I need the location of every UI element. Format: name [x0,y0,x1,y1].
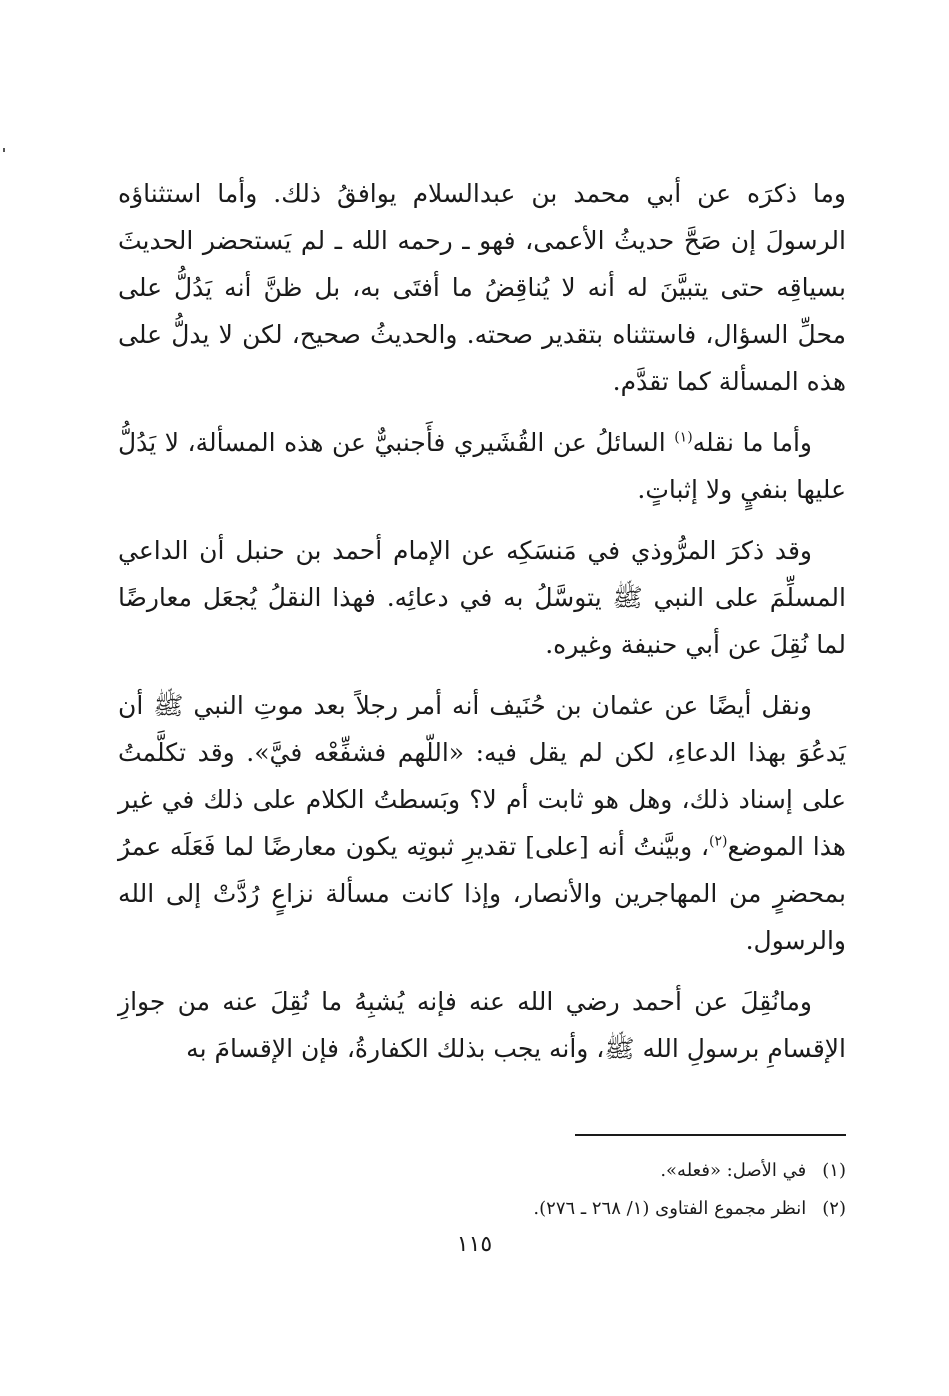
page-body [118,170,846,1086]
footnote-2-text: انظر مجموع الفتاوى (١/ ٢٦٨ ـ ٢٧٦). [533,1198,807,1219]
paragraph-2 [118,419,846,513]
footnote-1 [300,1152,846,1190]
footnote-1-number: (١) [822,1160,846,1181]
paragraph-5: ومانُقِلَ عن أحمد رضي الله عنه فإنه يُشبِهُ ما نُقِلَ عنه من جوازِ الإقسامِ برسولِ الله ﷺ، وأنه يجب بذلك الكفارةُ، فإن الإقسامَ به [118,987,846,1063]
footnote-marker-2: (٢) [709,833,728,850]
paragraph-2-body: السائلُ عن القُشَيري فأَجنبيٌّ عن هذه المسألة، لا يَدُلُّ عليها بنفيٍ ولا إثباتٍ. [118,428,846,504]
footnote-2-number: (٢) [822,1198,846,1219]
paragraph-3: وقد ذكرَ المرُّوذي في مَنسَكِه عن الإمام أحمد بن حنبل أن الداعي المسلِّمَ على النبي ﷺ يتوسَّلُ به في دعائِه. فهذا النقلُ يُجعَل معارضًا لما نُقِلَ عن أبي حنيفة وغيره. [118,536,847,659]
footnote-divider [575,1134,846,1136]
footnotes [300,1152,846,1228]
paragraph-4 [118,682,846,964]
footnote-marker-1: (١) [674,429,693,446]
paragraph-2-lead: وأما ما نقله [692,428,812,457]
scan-edge-mark [3,148,5,152]
footnote-2 [300,1190,846,1228]
page-number: ١١٥ [456,1232,493,1257]
paragraph-4-part-b: ، وبيَّنتُ أنه [على] تقديرِ ثبوتِه يكون معارضًا لما فَعَلَه عمرُ بمحضرٍ من المهاجرين والأنصار، وإذا كانت مسألة نزاعٍ رُدَّتْ إلى الله والرسول. [118,832,846,955]
footnote-1-text: في الأصل: «فعله». [660,1160,807,1181]
paragraph-4-part-a: ونقل أيضًا عن عثمان بن حُنَيف أنه أمر رجلاً بعد موتِ النبي ﷺ أن يَدعُوَ بهذا الدعاءِ، لكن لم يقل فيه: «اللّهم فشفِّعْه فيَّ». وقد تكلَّمتُ على إسناد ذلك، وهل هو ثابت أم لا؟ وبَسطتُ الكلام على ذلك في غير هذا الموضع [118,691,846,861]
paragraph-1: وما ذكرَه عن أبي محمد بن عبدالسلام يوافقُ ذلك. وأما استثناؤه الرسولَ إن صَحَّ حديثُ الأعمى، فهو ـ رحمه الله ـ لم يَستحضر الحديثَ بسياقِه حتى يتبيَّنَ له أنه لا يُناقِضُ ما أفتَى به، بل ظنَّ أنه يَدُلُّ على محلِّ السؤال، فاستثناه بتقدير صحته. والحديثُ صحيح، لكن لا يدلُّ على هذه المسألة كما تقدَّم. [118,179,846,396]
